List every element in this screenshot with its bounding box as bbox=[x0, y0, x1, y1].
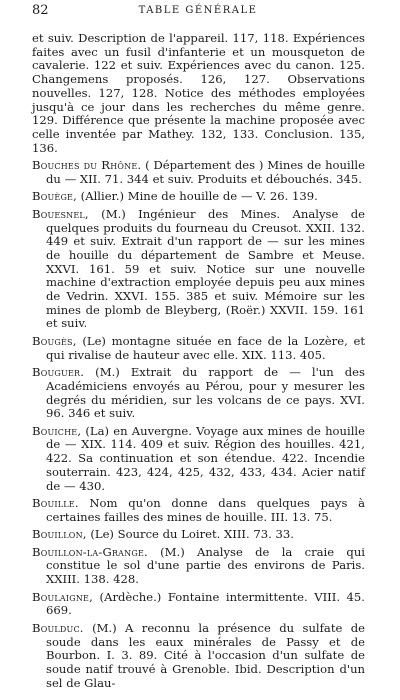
index-entry bbox=[32, 335, 365, 362]
entry-text: ( Département des ) Mines de houille du — XII. 71. 344 et suiv. Produits et débouchés. 345. bbox=[46, 158, 365, 186]
entry-text: (M.) A reconnu la présence du sulfate de soude dans les eaux minérales de Passy et de Bourbon. I. 3. 89. Cité à l'occasion d'un sulfate de soude natif trouvé à Grenoble. Ibid. Description d'un sel de Glau- bbox=[46, 620, 365, 690]
index-entry bbox=[32, 497, 365, 524]
entry-headword: Bouille. bbox=[32, 496, 79, 511]
index-entry bbox=[32, 425, 365, 494]
entry-text: (Allier.) Mine de houille de — V. 26. 139. bbox=[76, 189, 318, 204]
index-entry bbox=[32, 528, 365, 542]
entry-headword: Bouillon, bbox=[32, 527, 87, 542]
entry-text: (Le) montagne située en face de la Lozère, et qui rivalise de hauteur avec elle. XIX. 113. 405. bbox=[46, 333, 365, 362]
entry-headword: Bouguer. bbox=[32, 365, 85, 380]
entry-headword: Bougès, bbox=[32, 333, 77, 348]
entry-headword: Bouiche, bbox=[32, 423, 82, 438]
page-header bbox=[32, 3, 364, 19]
index-entry bbox=[32, 546, 365, 587]
entry-text: (M.) Ingénieur des Mines. Analyse de quelques produits du fourneau du Creusot. XXII. 132. 449 et suiv. Extrait d'un rapport de — sur les mines de houille du département de Sambre et Meuse. XXVI. 161. 59 et suiv. Notice sur une nouvelle machine d'extraction employée depuis peu aux mines de Vedrin. XXVI. 155. 385 et suiv. Mémoire sur les mines de plomb de Bleyberg, (Roër.) XXVII. 159. 161 et suiv. bbox=[46, 206, 365, 331]
index-entry bbox=[32, 190, 365, 204]
index-entry bbox=[32, 208, 365, 331]
entry-headword: Bouillon-la-Grange. bbox=[32, 544, 148, 559]
entry-text: Nom qu'on donne dans quelques pays à certaines failles des mines de houille. III. 13. 75. bbox=[46, 496, 365, 524]
index-entry bbox=[32, 366, 365, 421]
continued-entry: et suiv. Description de l'appareil. 117, 118. Expériences faites avec un fusil d'infanterie et un mousqueton de cavalerie. 122 et suiv. Expériences avec du canon. 125. Changemens proposés. 126, 127. Observations nouvelles. 127, 128. Notice des méthodes employées jusqu'à ce jour dans les recherches du même genre. 129. Différence que présente la machine proposée avec celle inventée par Mathey. 132, 133. Conclusion. 135, 136. bbox=[32, 31, 365, 155]
entry-headword: Bouches du Rhône. bbox=[32, 158, 142, 173]
entry-text: (La) en Auvergne. Voyage aux mines de houille de — XIX. 114. 409 et suiv. Région des houilles. 421, 422. Sa continuation et son étendue. 422. Incendie souterrain. 423, 424, 425, 432, 433, 434. Acier natif de — 430. bbox=[46, 423, 365, 493]
entry-text: (M.) Analyse de la craie qui constitue le sol d'une partie des environs de Paris. XXIII. 138. 428. bbox=[46, 544, 365, 587]
index-body bbox=[32, 32, 365, 694]
running-title: TABLE GÉNÉRALE bbox=[138, 5, 258, 16]
entry-text: (Le) Source du Loiret. XIII. 73. 33. bbox=[86, 527, 294, 542]
entry-headword: Bouesnel, bbox=[32, 206, 89, 221]
entry-text: (Ardèche.) Fontaine intermittente. VIII. 45. 669. bbox=[46, 589, 365, 618]
entry-text: (M.) Extrait du rapport de — l'un des Académiciens envoyés au Pérou, pour y mesurer les degrés du méridien, sur les volcans de ce pays. XVI. 96. 346 et suiv. bbox=[46, 365, 365, 421]
entry-headword: Boulaigne, bbox=[32, 589, 93, 604]
index-entry bbox=[32, 159, 365, 186]
entry-headword: Boulduc. bbox=[32, 620, 84, 635]
index-entry bbox=[32, 622, 365, 691]
entry-headword: Bouège, bbox=[32, 189, 77, 204]
index-entry bbox=[32, 591, 365, 618]
page-number: 82 bbox=[32, 3, 49, 18]
